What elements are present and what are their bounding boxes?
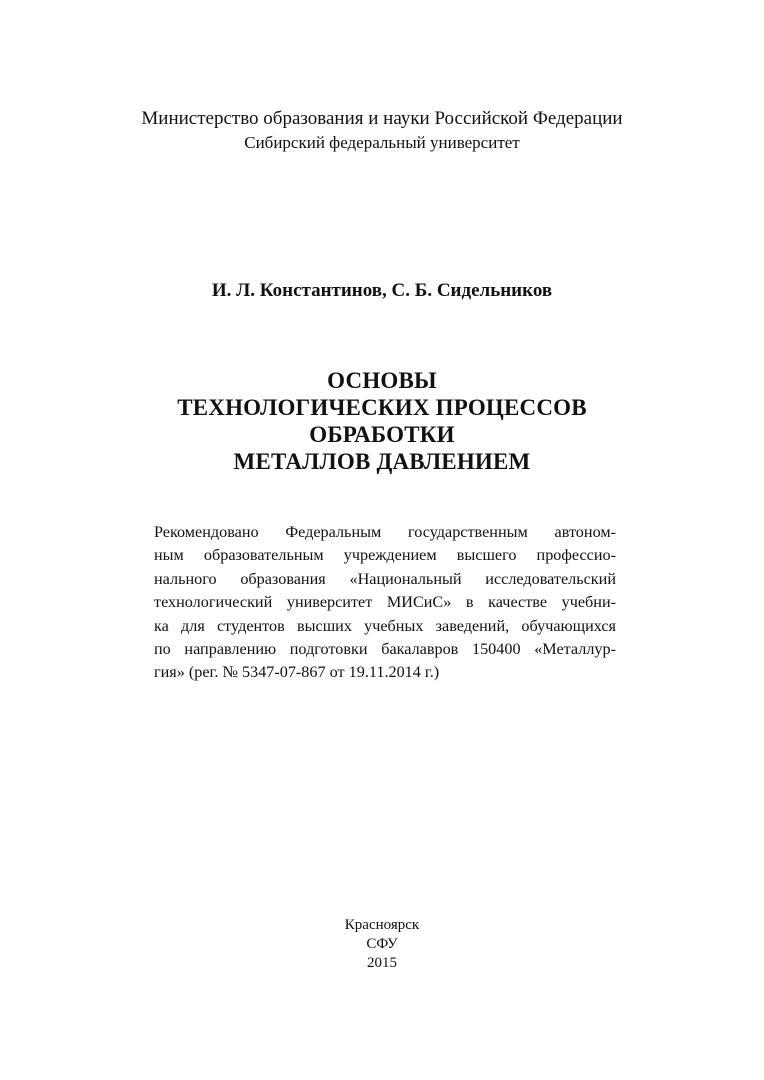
- recommendation-line: по направлению подготовки бакалавров 150400 «Металлур-: [154, 639, 616, 658]
- title-line: МЕТАЛЛОВ ДАВЛЕНИЕМ: [233, 449, 531, 474]
- title-line: ТЕХНОЛОГИЧЕСКИХ ПРОЦЕССОВ: [177, 395, 587, 420]
- ministry-line: Министерство образования и науки Российской Федерации: [141, 108, 623, 129]
- recommendation-line: технологический университет МИСиС» в качестве учебни-: [154, 593, 616, 612]
- imprint: [0, 916, 764, 973]
- title-line: ОБРАБОТКИ: [309, 422, 455, 447]
- imprint-year: 2015: [367, 955, 397, 971]
- recommendation-line: ка для студентов высших учебных заведений, обучающихся: [154, 616, 616, 635]
- authors: И. Л. Константинов, С. Б. Сидельников: [211, 280, 553, 301]
- recommendation-line: ным образовательным учреждением высшего профессио-: [154, 546, 616, 565]
- book-title: [0, 367, 764, 475]
- university-line: Сибирский федеральный университет: [244, 133, 520, 152]
- recommendation-line: нального образования «Национальный исследовательский: [154, 569, 616, 588]
- title-line: ОСНОВЫ: [327, 368, 437, 393]
- imprint-publisher: СФУ: [366, 936, 398, 952]
- recommendation-line: гия» (рег. № 5347-07-867 от 19.11.2014 г.): [154, 663, 440, 682]
- imprint-city: Красноярск: [344, 917, 420, 933]
- recommendation-line: Рекомендовано Федеральным государственным автоном-: [154, 523, 616, 541]
- recommendation-text: [154, 521, 616, 685]
